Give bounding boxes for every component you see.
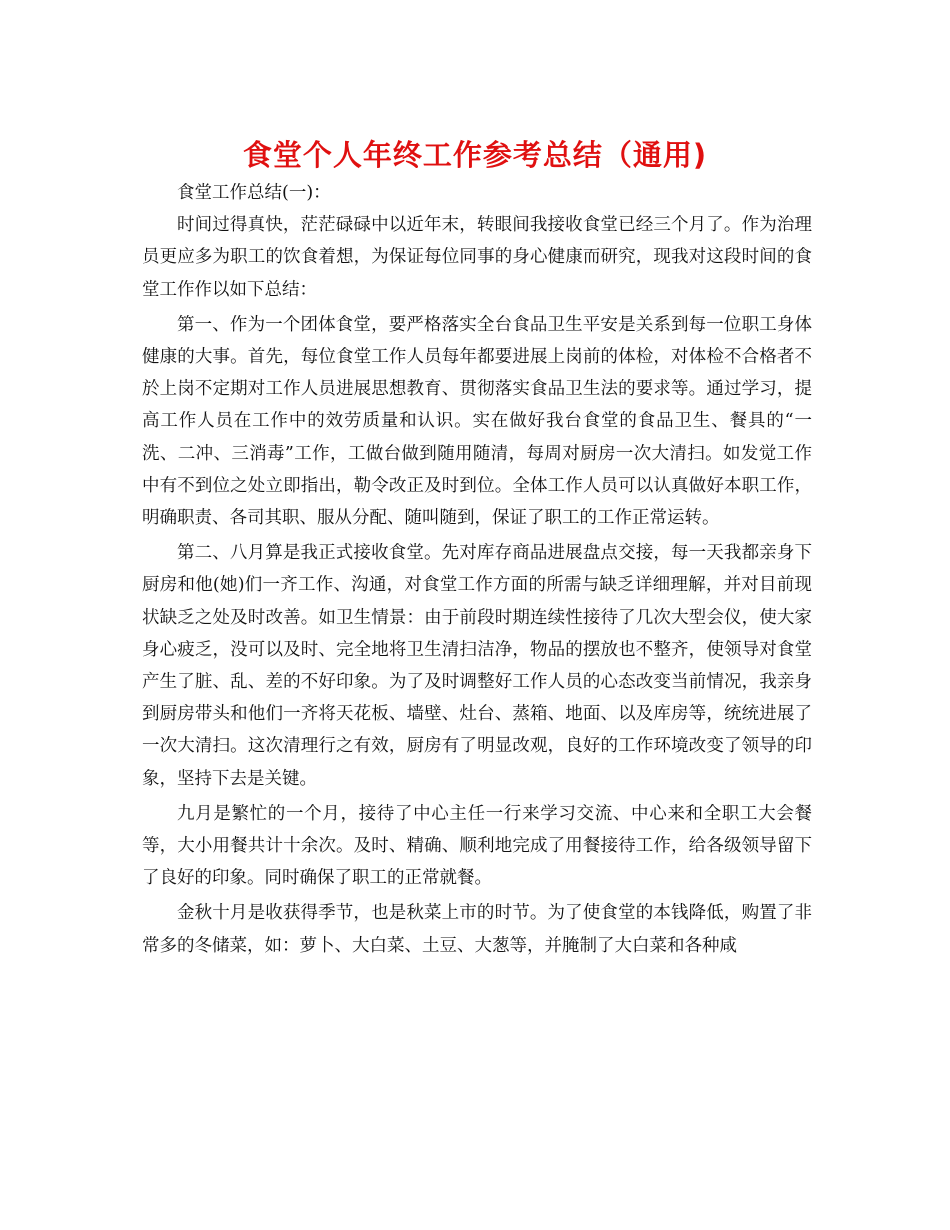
document-body [142, 177, 812, 965]
document-title: 食堂个人年终工作参考总结（通用) [242, 138, 708, 172]
paragraph-intro: 时间过得真快，茫茫碌碌中以近年末，转眼间我接收食堂已经三个月了。作为治理员更应多为职工的饮食着想，为保证每位同事的身心健康而研究，现我对这段时间的食堂工作作以如下总结： [142, 215, 812, 300]
paragraph-october: 金秋十月是收获得季节，也是秋菜上市的时节。为了使食堂的本钱降低，购置了非常多的冬储菜，如：萝卜、大白菜、土豆、大葱等，并腌制了大白菜和各种咸 [142, 903, 812, 956]
section-subheading: 食堂工作总结(一)： [177, 183, 331, 203]
paragraph-september: 九月是繁忙的一个月，接待了中心主任一行来学习交流、中心来和全职工大会餐等，大小用餐共计十余次。及时、精确、顺利地完成了用餐接待工作，给各级领导留下了良好的印象。同时确保了职工的正常就餐。 [142, 803, 812, 889]
paragraph-point-two: 第二、八月算是我正式接收食堂。先对库存商品进展盘点交接，每一天我都亲身下厨房和他(她)们一齐工作、沟通，对食堂工作方面的所需与缺乏详细理解，并对目前现状缺乏之处及时改善。如卫生情景：由于前段时期连续性接待了几次大型会仪，使大家身心疲乏，没可以及时、完全地将卫生清扫洁净，物品的摆放也不整齐，使领导对食堂产生了脏、乱、差的不好印象。为了及时调整好工作人员的心态改变当前情况，我亲身到厨房带头和他们一齐将天花板、墙壁、灶台、蒸箱、地面、以及库房等，统统进展了一次大清扫。这次清理行之有效，厨房有了明显改观，良好的工作环境改变了领导的印象，坚持下去是关键。 [142, 543, 812, 789]
paragraph-point-one: 第一、作为一个团体食堂，要严格落实全台食品卫生平安是关系到每一位职工身体健康的大事。首先，每位食堂工作人员每年都要进展上岗前的体检，对体检不合格者不於上岗不定期对工作人员进展思想教育、贯彻落实食品卫生法的要求等。通过学习，提高工作人员在工作中的效劳质量和认识。实在做好我台食堂的食品卫生、餐具的“一洗、二冲、三消毒”工作，工做台做到随用随清，每周对厨房一次大清扫。如发觉工作中有不到位之处立即指出，勒令改正及时到位。全体工作人员可以认真做好本职工作，明确职责、各司其职、服从分配、随叫随到，保证了职工的工作正常运转。 [142, 314, 812, 529]
